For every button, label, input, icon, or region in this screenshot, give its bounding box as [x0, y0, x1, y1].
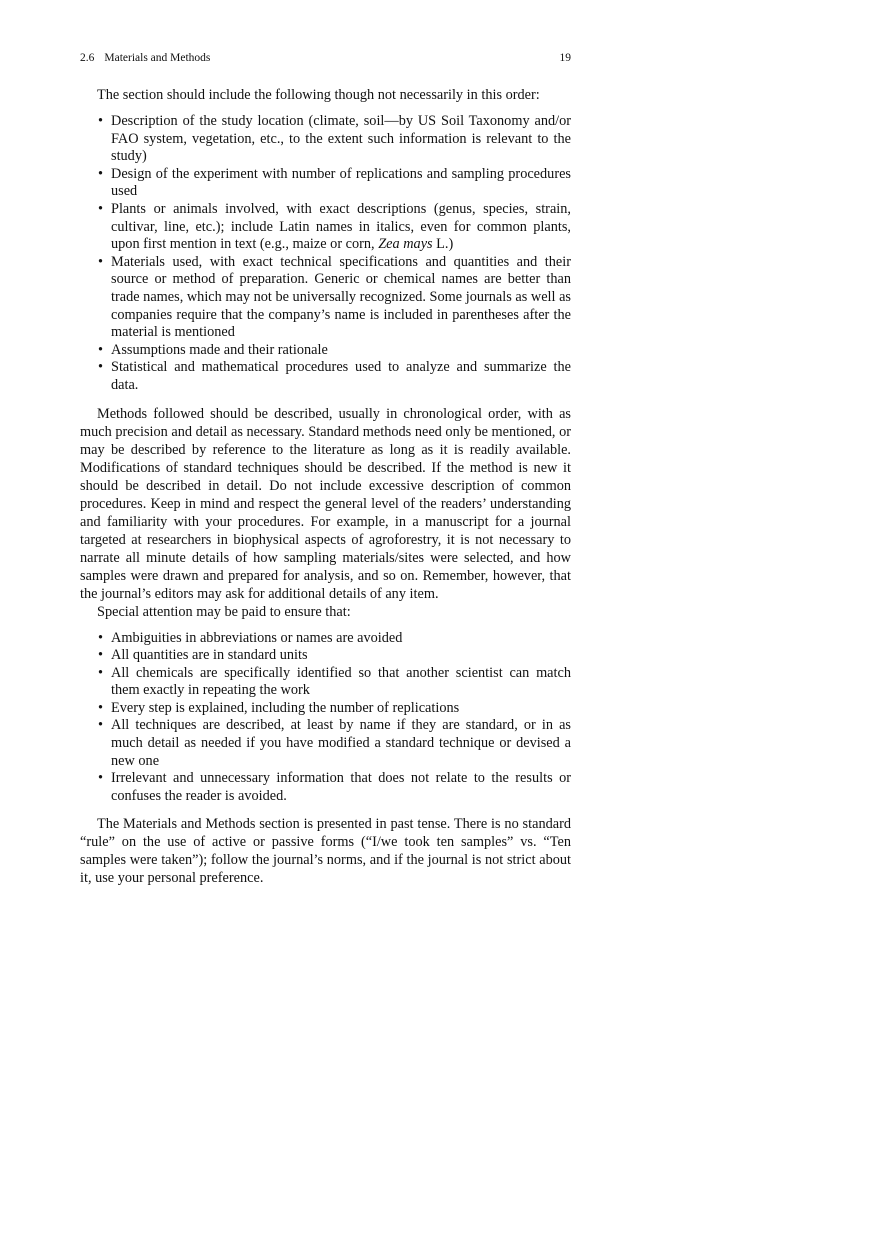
- bullet-icon: •: [98, 699, 104, 716]
- list-item: • Assumptions made and their rationale: [98, 341, 328, 358]
- bullet-icon: •: [98, 200, 104, 217]
- list-item: • Materials used, with exact technical specifications and quantities and their source or method of preparation. Generic or chemical names are better than trade names, which may not be universally recognized. Some journals as well as companies require that the company’s name is included in parentheses after the material is mentioned: [98, 253, 571, 341]
- intro-paragraph: The section should include the following though not necessarily in this order:: [97, 87, 540, 103]
- bullet-icon: •: [98, 113, 104, 129]
- list-item: • All quantities are in standard units: [98, 647, 308, 664]
- special-attention-paragraph: Special attention may be paid to ensure that:: [97, 603, 351, 620]
- methods-paragraph: Methods followed should be described, usually in chronological order, with as much precision and detail as necessary. Standard methods need only be mentioned, or may be described by reference to the literature as long as it is readily available. Modifications of standard techniques should be described. If the method is new it should be described in detail. Do not include excessive description of common procedures. Keep in mind and respect the general level of the readers’ understanding and familiarity with your procedures. For example, in a manuscript for a journal targeted at researchers in biophysical aspects of agroforestry, it is not necessary to narrate all minute details of how sampling materials/sites were selected, and how samples were drawn and prepared for analysis, and so on. Remember, however, that the journal’s editors may ask for additional details of any item.: [80, 405, 571, 602]
- section-title: Materials and Methods: [104, 52, 211, 64]
- bullet-icon: •: [98, 629, 104, 646]
- bullet-icon: •: [98, 664, 104, 681]
- bullet-icon: •: [98, 165, 104, 182]
- bullet-icon: •: [98, 253, 104, 270]
- running-head-section: [80, 50, 210, 66]
- bullet-icon: •: [98, 647, 104, 664]
- list-item: • Design of the experiment with number of replications and sampling procedures used: [98, 165, 571, 200]
- list-item: • Statistical and mathematical procedures used to analyze and summarize the data.: [98, 359, 571, 393]
- bullet-icon: •: [98, 341, 104, 358]
- running-head: [80, 50, 571, 66]
- latin-name: Zea mays: [378, 236, 433, 253]
- list-item: • Plants or animals involved, with exact descriptions (genus, species, strain, cultivar, line, etc.); include Latin names in italics, even for common plants, upon first mention in text (e.g., maize or corn, Zea mays L.): [98, 200, 571, 253]
- tense-paragraph: The Materials and Methods section is presented in past tense. There is no standard “rule” on the use of active or passive forms (“I/we took ten samples” vs. “Ten samples were taken”); follow the journal’s norms, and if the journal is not strict about it, use your personal preference.: [80, 816, 571, 887]
- bullet-icon: •: [98, 770, 104, 787]
- list-item: • Irrelevant and unnecessary information that does not relate to the results or confuses the reader is avoided.: [98, 770, 571, 804]
- page-number: 19: [559, 52, 571, 64]
- required-contents-list: [80, 113, 571, 395]
- list-item: • Ambiguities in abbreviations or names are avoided: [98, 629, 403, 646]
- list-item: • All techniques are described, at least by name if they are standard, or in as much detail as needed if you have modified a standard technique or devised a new one: [98, 717, 571, 769]
- book-page: [80, 50, 571, 887]
- list-item: • All chemicals are specifically identified so that another scientist can match them exactly in repeating the work: [98, 664, 571, 699]
- bullet-icon: •: [98, 359, 104, 376]
- section-number: 2.6: [80, 52, 95, 64]
- checklist: [80, 630, 571, 806]
- list-item: • Every step is explained, including the number of replications: [98, 699, 460, 716]
- bullet-icon: •: [98, 717, 104, 734]
- list-item: • Description of the study location (climate, soil—by US Soil Taxonomy and/or FAO system, vegetation, etc., to the extent such information is relevant to the study): [98, 113, 571, 165]
